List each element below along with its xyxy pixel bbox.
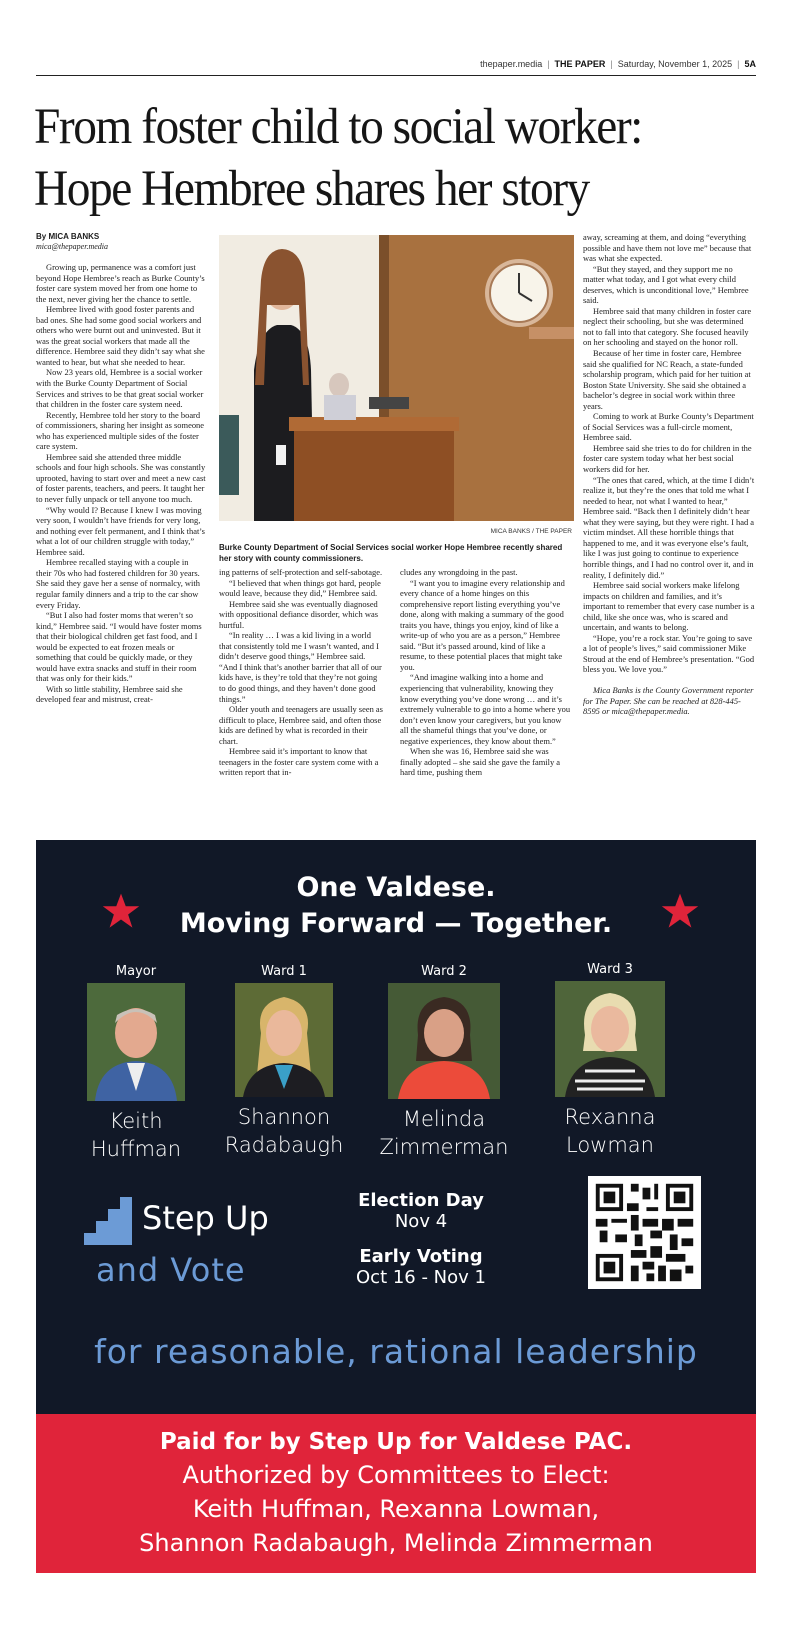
candidate-role: Ward 1 xyxy=(261,964,307,979)
headline-line-1: From foster child to social worker: xyxy=(34,99,642,155)
candidate-photo xyxy=(388,983,500,1099)
photo-caption: Burke County Department of Social Services social worker Hope Hembree recently shared her story with county commissioners. xyxy=(219,543,563,563)
paid-for-banner xyxy=(36,1414,756,1573)
paragraph: “Hope, you’re a rock star. You’re going to save a lot of people’s lives,” said commissioner Mike Stroud at the end of Hembree’s presentation. “God bless you. We love you.” xyxy=(583,632,755,675)
photo-credit: MICA BANKS / THE PAPER xyxy=(490,528,572,535)
ad-slogan: for reasonable, rational leadership xyxy=(94,1332,698,1371)
paragraph: Hembree said social workers make lifelong impacts on children and families, and it’s important to remember that every case number is a child, like she once was, who is scared and uncertain, and wants to belong. xyxy=(583,580,755,633)
paragraph: Now 23 years old, Hembree is a social worker with the Burke County Department of Social Services and strives to be that great social worker that children in the foster care system need. xyxy=(36,367,204,410)
candidate-photo xyxy=(555,981,665,1097)
paragraph: away, screaming at them, and doing “everything possible and have them not love me” because that was what she expected. xyxy=(583,232,752,264)
article-column-2 xyxy=(219,567,385,778)
candidate-ward-1 xyxy=(214,964,354,1159)
paragraph: Hembree said it’s important to know that teenagers in the foster care system come with a written report that in- xyxy=(219,746,379,778)
paragraph: “I believed that when things got hard, people would leave, because they did,” Hembree said. xyxy=(219,577,381,599)
author-email: mica@thepaper.media xyxy=(36,242,109,251)
candidate-photo xyxy=(235,983,333,1097)
paper-name: THE PAPER xyxy=(554,59,606,69)
photo-illustration xyxy=(219,235,574,521)
paragraph: Because of her time in foster care, Hembree said she qualified for NC Reach, a state-funded scholarship program, which paid for her tuition at Boston State University. She said she obtained a bachelor’s degree in social work within three years. xyxy=(583,348,751,411)
article-column-1 xyxy=(36,262,206,705)
candidate-role: Ward 2 xyxy=(421,964,467,979)
candidate-role: Mayor xyxy=(115,964,157,979)
paragraph: With so little stability, Hembree said she developed fear and mistrust, creat- xyxy=(36,683,183,705)
ad-headline-line-2: Moving Forward — Together. xyxy=(179,908,613,939)
paragraph: Hembree lived with good foster parents and bad ones. She had some good social workers and others who were burnt out and uninvested. But it was the great social workers that made all the difference. Hembree said they didn’t say what she wanted to hear, but what she needed to hear. xyxy=(36,304,205,367)
paragraph: Hembree said she attended three middle schools and four high schools. She was constantly uprooted, having to start over and meet a new cast of foster parents, teachers, and peers. It taught her to never fully unpack or tell anyone too much. xyxy=(36,451,206,505)
candidate-name: Shannon Radabaugh xyxy=(224,1105,344,1157)
issue-date: Saturday, November 1, 2025 xyxy=(617,59,733,69)
page-number: 5A xyxy=(744,59,756,69)
paragraph: Recently, Hembree told her story to the board of commissioners, sharing her insight as someone who has experienced multiple sides of the foster care system. xyxy=(36,409,205,452)
article-photo xyxy=(219,235,574,521)
qr-code-graphic xyxy=(588,1176,701,1289)
paragraph: “Why would I? Because I knew I was moving very soon, I wouldn’t have friends for very long, and nothing ever felt permanent, and I think that’s what a lot of our children struggle with today,” Hembree said. xyxy=(36,504,205,557)
authorized-line: Authorized by Committees to Elect: xyxy=(182,1461,610,1489)
candidate-role: Ward 3 xyxy=(587,962,633,977)
paragraph: “But they stayed, and they support me no matter what today, and I got what every child deserves, which is unconditional love,” Hembree said. xyxy=(583,263,749,306)
headline-line-2: Hope Hembree shares her story xyxy=(34,161,589,217)
paragraph: “In reality … I was a kid living in a world that consistently told me I wasn’t wanted, and I didn’t deserve good things,” Hembree said. “And I think that’s another barrier that all of our kids have, is they’re told that they’re not going to do good things, and they haven’t done good things.” xyxy=(219,630,382,704)
paragraph: Coming to work at Burke County’s Department of Social Services was a full-circle moment, Hembree said. xyxy=(583,411,754,443)
candidate-photo xyxy=(87,983,185,1101)
author-tagline: Mica Banks is the County Government reporter for The Paper. She can be reached at 828-445-8595 or mica@thepaper.media. xyxy=(583,684,754,717)
candidate-mayor xyxy=(76,964,196,1163)
paragraph: “I want you to imagine every relationship and every chance of a home hinges on this comprehensive report listing everything you’ve done, along with making a summary of the good traits you have, things you enjoy, kind of like a write-up of who you are as a person,” Hembree said. “But it’s passed around, kind of like a resume, to these potential places that might take you. xyxy=(400,577,565,672)
election-day-label: Election Day xyxy=(358,1190,484,1211)
paragraph: Growing up, permanence was a comfort just beyond Hope Hembree’s reach as Burke County’s foster care system moved her from one home to the next, never giving her the chance to settle. xyxy=(36,262,205,304)
paragraph: Hembree recalled staying with a couple in their 70s who had fostered children for 30 years. She said they gave her a sense of normalcy, with regular family dinners and a trip to the car show every Friday. xyxy=(36,557,200,610)
paragraph: “And imagine walking into a home and experiencing that vulnerability, knowing they know everything you’ve done wrong … and it’s extremely vulnerable to go into a home where you don’t even know your caregivers, but you know all the shameful things that you’ve done, or negative experiences, they know about them.” xyxy=(400,672,571,746)
paragraph: “But I also had foster moms that weren’t so kind,” Hembree said. “I would have foster moms that their biological children get fast food, and I would be expected to eat frozen meals or something that could be quickly made, or they would have extra snacks and stuff in their room that was only for their kids.” xyxy=(36,610,202,684)
paragraph: Hembree said she tries to do for children in the foster care system today what her best social workers did for her. xyxy=(583,442,752,475)
early-voting-label: Early Voting xyxy=(359,1246,483,1267)
paid-for-line: Paid for by Step Up for Valdese PAC. xyxy=(159,1429,633,1455)
masthead: thepaper.media | THE PAPER | Saturday, November 1, 2025 | 5A xyxy=(36,59,756,76)
committee-names-2: Shannon Radabaugh, Melinda Zimmerman xyxy=(139,1529,653,1557)
political-ad xyxy=(36,840,756,1573)
article-column-4 xyxy=(583,232,756,717)
election-day-value: Nov 4 xyxy=(394,1211,448,1232)
logo-and-vote: and Vote xyxy=(96,1251,246,1289)
site-name: thepaper.media xyxy=(480,59,543,69)
paragraph: Older youth and teenagers are usually seen as difficult to place, Hembree said, and often those kids are defined by what is recorded in their chart. xyxy=(219,704,383,746)
stairs-icon xyxy=(84,1195,134,1245)
paragraph: Hembree said that many children in foster care neglect their schooling, but she was determined not to fall into that category. She focused heavily on her schooling and stayed on the honor roll. xyxy=(583,305,752,348)
paragraph: Hembree said she was eventually diagnosed with oppositional defiance disorder, which was hurtful. xyxy=(219,598,378,630)
candidate-name: Keith Huffman xyxy=(90,1109,182,1161)
candidate-ward-3 xyxy=(540,962,680,1159)
early-voting-value: Oct 16 - Nov 1 xyxy=(356,1267,486,1288)
paragraph: When she was 16, Hembree said she was finally adopted – she said she gave the family a hard time, pushing them xyxy=(400,746,561,778)
ad-headline xyxy=(36,870,756,942)
candidate-name: Melinda Zimmerman xyxy=(379,1107,509,1159)
paragraph: cludes any wrongdoing in the past. xyxy=(400,567,518,577)
candidate-name: Rexanna Lowman xyxy=(564,1105,656,1157)
headline xyxy=(34,96,642,220)
qr-code[interactable] xyxy=(588,1176,701,1289)
ad-headline-line-1: One Valdese. xyxy=(296,872,496,903)
byline: By MICA BANKS xyxy=(36,232,100,241)
logo-step-up: Step Up xyxy=(142,1199,269,1237)
committee-names-1: Keith Huffman, Rexanna Lowman, xyxy=(192,1495,600,1523)
candidate-ward-2 xyxy=(369,964,519,1161)
article-column-3 xyxy=(400,567,572,778)
paragraph: “The ones that cared, which, at the time I didn’t realize it, but they’re the ones that told me what I needed to hear, not what I wanted to hear,” Hembree said. “Back then I definitely didn’t hear what they were saying, but they were right. I had a victim mindset. All these horrible things that happened to me, and it was everyone else’s fault, like I was just going to continue to experience horrible things, and I had no control over it, and in reality, I definitely did.” xyxy=(583,474,755,580)
paragraph: ing patterns of self-protection and self-sabotage. xyxy=(219,567,383,577)
election-dates xyxy=(301,1190,541,1288)
